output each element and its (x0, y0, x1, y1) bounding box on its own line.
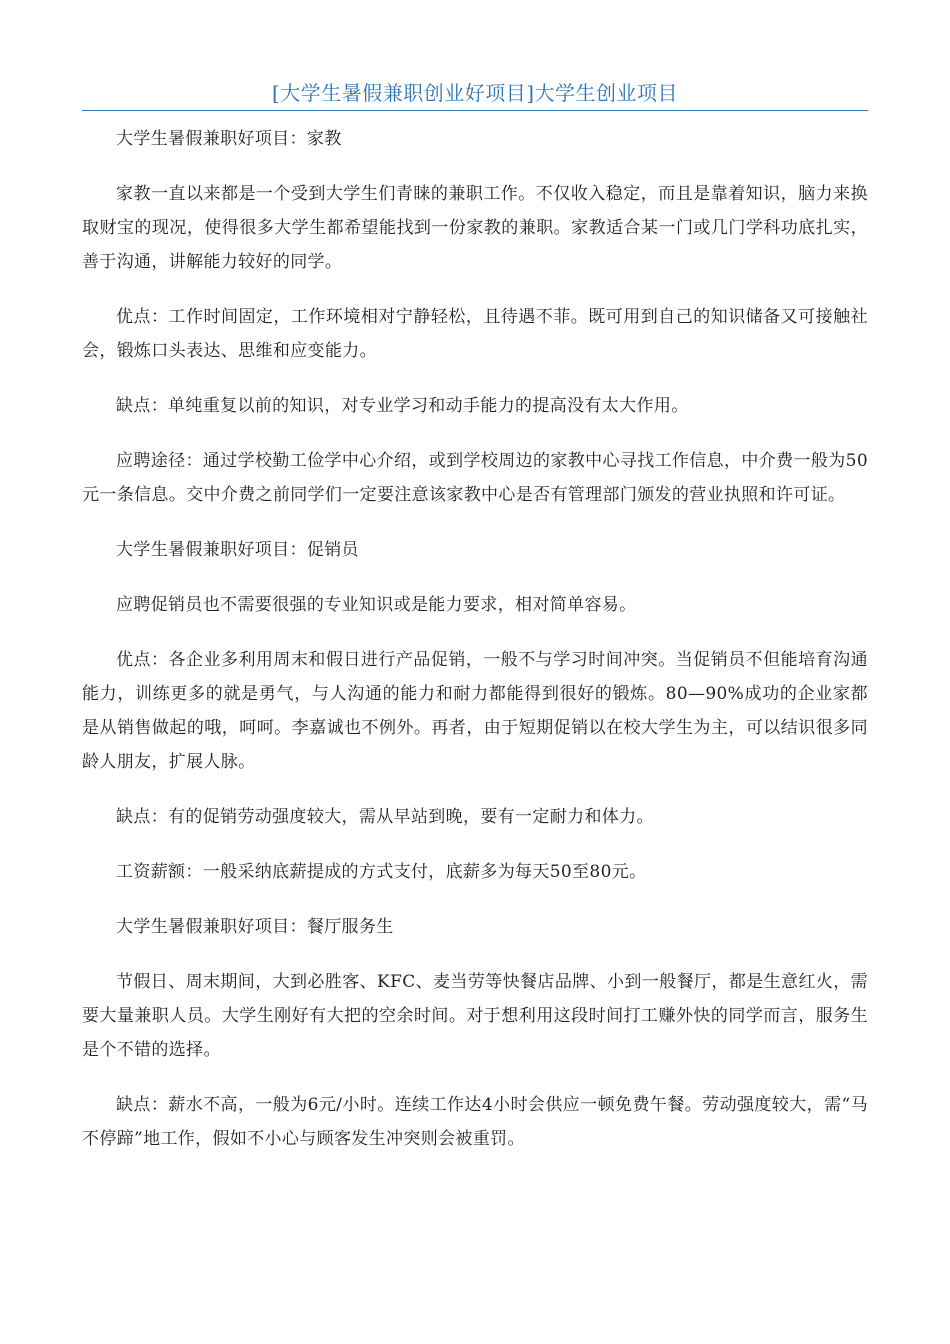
section-heading-promoter: 大学生暑假兼职好项目：促销员 (116, 540, 359, 560)
paragraph-promoter-pros: 优点：各企业多利用周末和假日进行产品促销，一般不与学习时间冲突。当促销员不但能培育沟通能力，训练更多的就是勇气，与人沟通的能力和耐力都能得到很好的锻炼。80—90%成功的企业家都是从销售做起的哦，呵呵。李嘉诚也不例外。再者，由于短期促销以在校大学生为主，可以结识很多同龄人朋友，扩展人脉。 (82, 650, 868, 772)
paragraph-promoter-intro: 应聘促销员也不需要很强的专业知识或是能力要求，相对简单容易。 (116, 595, 637, 615)
paragraph-waiter-intro: 节假日、周末期间，大到必胜客、KFC、麦当劳等快餐店品牌、小到一般餐厅，都是生意红火，需要大量兼职人员。大学生刚好有大把的空余时间。对于想利用这段时间打工赚外快的同学而言，服务生是个不错的选择。 (82, 972, 868, 1060)
paragraph-tutoring-pros: 优点：工作时间固定，工作环境相对宁静轻松，且待遇不菲。既可用到自己的知识储备又可接触社会，锻炼口头表达、思维和应变能力。 (82, 307, 868, 361)
paragraph-waiter-cons: 缺点：薪水不高，一般为6元/小时。连续工作达4小时会供应一顿免费午餐。劳动强度较大，需“马不停蹄”地工作，假如不小心与顾客发生冲突则会被重罚。 (82, 1095, 868, 1149)
paragraph-promoter-cons: 缺点：有的促销劳动强度较大，需从早站到晚，要有一定耐力和体力。 (116, 807, 654, 827)
section-heading-tutoring: 大学生暑假兼职好项目：家教 (116, 129, 342, 149)
paragraph-tutoring-cons: 缺点：单纯重复以前的知识，对专业学习和动手能力的提高没有太大作用。 (116, 396, 689, 416)
paragraph-tutoring-channels: 应聘途径：通过学校勤工俭学中心介绍，或到学校周边的家教中心寻找工作信息，中介费一般为50元一条信息。交中介费之前同学们一定要注意该家教中心是否有管理部门颁发的营业执照和许可证。 (82, 451, 868, 505)
paragraph-tutoring-intro: 家教一直以来都是一个受到大学生们青睐的兼职工作。不仅收入稳定，而且是靠着知识，脑力来换取财宝的现况，使得很多大学生都希望能找到一份家教的兼职。家教适合某一门或几门学科功底扎实，善于沟通，讲解能力较好的同学。 (82, 184, 868, 272)
paragraph-promoter-salary: 工资薪额：一般采纳底薪提成的方式支付，底薪多为每天50至80元。 (116, 862, 647, 882)
title-underline (82, 110, 868, 111)
document-body (82, 122, 868, 1177)
section-heading-waiter: 大学生暑假兼职好项目：餐厅服务生 (116, 917, 394, 937)
document-title: [大学生暑假兼职创业好项目]大学生创业项目 (271, 81, 679, 105)
